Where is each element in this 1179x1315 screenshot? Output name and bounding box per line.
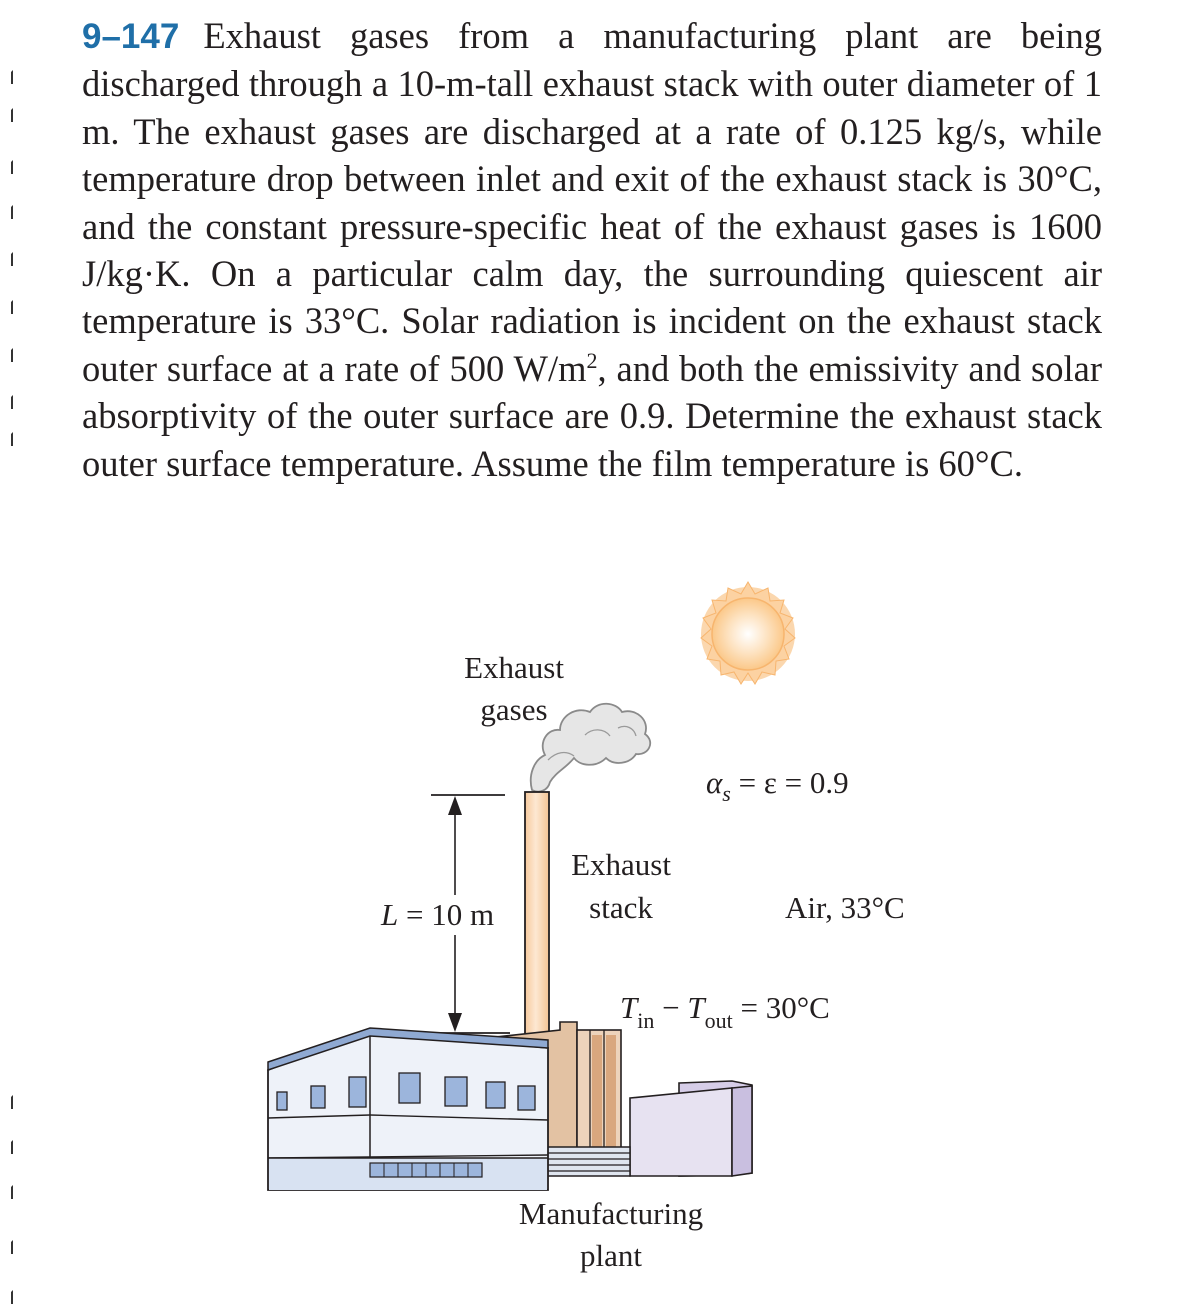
temperature-drop-label: $T_{in} - T_{out} = 30^\circ C$: [620, 990, 830, 1033]
arrow-down-icon: [448, 1013, 462, 1032]
superscript: 2: [586, 347, 598, 373]
manufacturing-plant-label-line2: plant: [580, 1238, 642, 1273]
stack-length-label: L = 10 m: [381, 897, 495, 932]
problem-text: Exhaust gases from a manufacturing plant are being discharged through a 10-m-tall exhaust stack with outer diameter of 1 m. The exhaust gases are discharged at a rate of 0.125 kg/s, while temperature drop between inlet and exit of the exhaust stack is 30°C, and the constant pressure-specific heat of the exhaust gases is 1600 J/kg·K. On a particular calm day, the surrounding quiescent air temperature is 33°C. Solar radiation is incident on the exhaust stack outer surface at a rate of 500 W/m: [82, 15, 1102, 389]
problem-number: 9–147: [82, 17, 180, 56]
arrow-up-icon: [448, 796, 462, 815]
absorptivity-emissivity-label: $\alpha_s = \varepsilon = 0.9$: [706, 765, 849, 806]
manufacturing-plant-label-line1: Manufacturing: [518, 1196, 704, 1231]
lilac-building: [630, 1081, 752, 1176]
main-building: [268, 1028, 548, 1190]
smoke-cloud-icon: [531, 704, 650, 792]
exhaust-stack-label-line1: Exhaust: [571, 847, 671, 882]
exhaust-gases-label-line1: Exhaust: [464, 650, 564, 685]
exhaust-stack-label-line2: stack: [589, 890, 653, 925]
air-temperature-label: Air, 33°C: [785, 890, 905, 925]
sun-icon: [701, 582, 795, 684]
exhaust-gases-label-line2: gases: [480, 692, 548, 727]
problem-text-continued: , and both the emissivity and solar absorptivity of the outer surface are 0.9. Determine the exhaust stack outer surface temperature. Assume the film temperature is 60°C.: [82, 347, 1102, 484]
